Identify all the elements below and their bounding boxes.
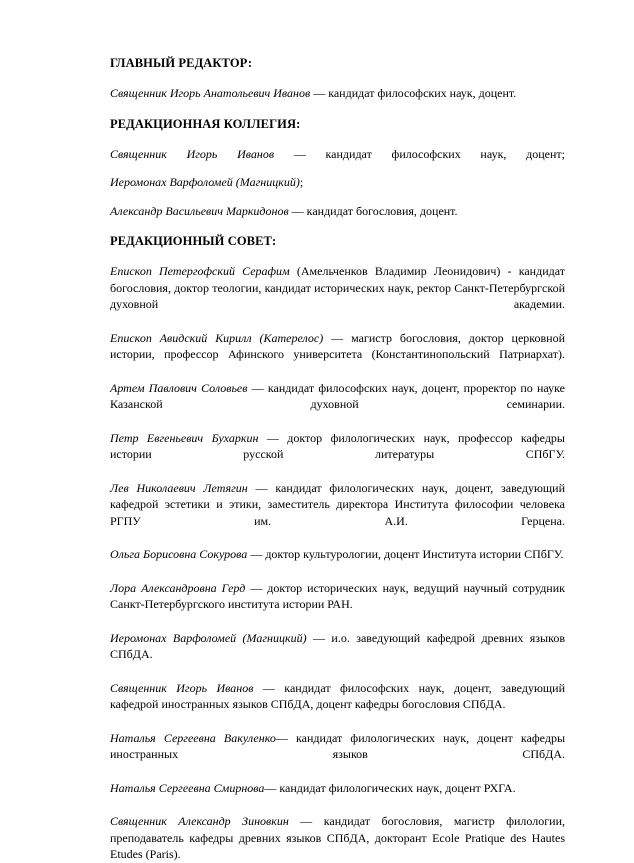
person-credentials: — кандидат философских наук, доцент, заведующий кафедрой иностранных языков СПбДА, доцент кафедры богословия СПбДА.	[110, 680, 565, 711]
editorial-council-entry	[110, 330, 565, 363]
person-credentials: — кандидат богословия, доцент.	[288, 203, 458, 218]
editorial-council-entry	[110, 480, 565, 530]
person-name: Священник Игорь Анатольевич Иванов	[110, 86, 311, 100]
person-credentials: — кандидат философских наук, доцент;	[274, 146, 565, 161]
editorial-council-entry	[110, 813, 565, 863]
editorial-council-entry	[110, 546, 565, 563]
editorial-board-heading: РЕДАКЦИОННАЯ КОЛЛЕГИЯ:	[110, 116, 301, 131]
editorial-council-entry	[110, 630, 565, 663]
person-name: Священник Александр Зиновкин	[110, 814, 289, 828]
editorial-council-entry	[110, 730, 565, 763]
person-name: Иеромонах Варфоломей (Магницкий)	[110, 175, 300, 189]
editorial-council-heading: РЕДАКЦИОННЫЙ СОВЕТ:	[110, 234, 277, 248]
editorial-council-entry	[110, 780, 565, 797]
person-name: Епископ Петергофский Серафим	[110, 264, 290, 278]
person-credentials: (Амельченков Владимир Леонидович) - кандидат богословия, доктор теологии, кандидат исторических наук, ректор Санкт-Петербургской духовной академии.	[110, 264, 565, 311]
person-name: Наталья Сергеевна Вакуленко	[110, 730, 276, 745]
person-credentials: ;	[299, 175, 304, 189]
person-credentials: — и.о. заведующий кафедрой древних языков СПбДА.	[110, 630, 565, 661]
editorial-board-entry	[110, 203, 565, 220]
person-credentials: — доктор исторических наук, ведущий научный сотрудник Санкт-Петербургского института истории РАН.	[110, 580, 565, 611]
editorial-council-entry	[110, 680, 565, 713]
editorial-council-entry	[110, 263, 565, 313]
person-credentials: — кандидат богословия, магистр филологии, преподаватель кафедры древних языков СПбДА, докторант Ecole Pratique des Hautes Etudes (Paris).	[110, 814, 566, 861]
person-name: Александр Васильевич Маркидонов	[110, 203, 289, 218]
chief-editor-heading: ГЛАВНЫЙ РЕДАКТОР:	[110, 56, 253, 70]
chief-editor-entry	[110, 85, 565, 102]
person-name: Лора Александровна Герд	[110, 580, 246, 595]
person-credentials: — магистр богословия, доктор церковной истории, профессор Афинского университета (Константинопольский Патриархат).	[110, 330, 565, 361]
person-credentials: — кандидат филологических наук, доцент, заведующий кафедрой эстетики и этики, заместитель директора Института философии человека РГПУ им. А.И. Герцена.	[110, 480, 565, 528]
editorial-board-entry	[110, 174, 565, 191]
editorial-board-entry	[110, 146, 565, 163]
person-name: Священник Игорь Иванов	[110, 680, 254, 695]
person-name: Епископ Авидский Кирилл (Катерелос)	[110, 330, 324, 345]
person-name: Петр Евгеньевич Бухаркин	[110, 430, 259, 445]
person-credentials: — кандидат философских наук, доцент.	[310, 86, 517, 100]
person-credentials: — доктор культурологии, доцент Института истории СПбГУ.	[247, 547, 564, 561]
person-name: Священник Игорь Иванов	[110, 146, 275, 161]
person-credentials: — кандидат филологических наук, доцент кафедры иностранных языков СПбДА.	[110, 730, 566, 761]
person-name: Иеромонах Варфоломей (Магницкий)	[110, 630, 307, 645]
person-name: Лев Николаевич Летягин	[110, 480, 248, 495]
editorial-council-entry	[110, 580, 565, 613]
person-name: Артем Павлович Соловьев	[110, 380, 248, 395]
person-name: Ольга Борисовна Сокурова	[110, 547, 248, 561]
person-credentials: — доктор филологических наук, профессор кафедры истории русской литературы СПбГУ.	[110, 430, 565, 461]
person-name: Наталья Сергеевна Смирнова	[110, 780, 265, 795]
masthead-page	[110, 55, 565, 863]
person-credentials: — кандидат филологических наук, доцент РХГА.	[264, 780, 516, 795]
editorial-council-entry	[110, 380, 565, 413]
editorial-council-entry	[110, 430, 565, 463]
person-credentials: — кандидат философских наук, доцент, проректор по науке Казанской духовной семинарии.	[110, 380, 565, 411]
